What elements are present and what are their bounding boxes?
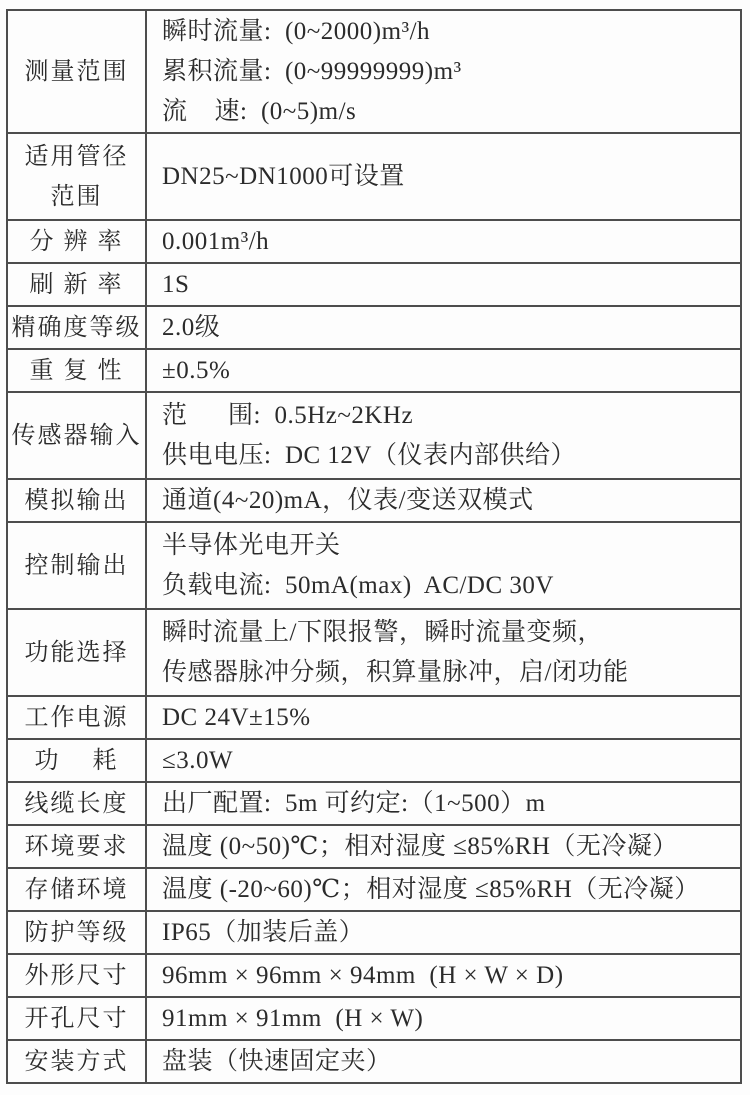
spec-label bbox=[8, 480, 145, 521]
value-line: DN25~DN1000可设置 bbox=[162, 162, 405, 190]
spec-value bbox=[145, 134, 740, 219]
spec-value bbox=[145, 610, 740, 695]
label-line: 刷 新 率 bbox=[29, 271, 124, 298]
spec-value bbox=[145, 783, 740, 824]
spec-label bbox=[8, 134, 145, 219]
value-line: 累积流量: (0~99999999)m³ bbox=[162, 57, 462, 85]
table-row bbox=[8, 348, 740, 391]
table-row bbox=[8, 219, 740, 262]
spec-label bbox=[8, 869, 145, 910]
table-row bbox=[8, 781, 740, 824]
table-row bbox=[8, 521, 740, 608]
table-row bbox=[8, 391, 740, 478]
spec-value bbox=[145, 1041, 740, 1082]
value-line: 温度 (-20~60)℃；相对湿度 ≤85%RH（无冷凝） bbox=[162, 875, 700, 903]
spec-table bbox=[6, 9, 742, 1084]
label-line: 范围 bbox=[50, 183, 103, 210]
table-row bbox=[8, 305, 740, 348]
label-line: 环境要求 bbox=[24, 833, 129, 860]
label-line: 工作电源 bbox=[24, 704, 129, 731]
spec-value bbox=[145, 307, 740, 348]
table-row bbox=[8, 867, 740, 910]
label-line: 外形尺寸 bbox=[24, 962, 129, 989]
spec-label bbox=[8, 523, 145, 608]
value-line: 流 速: (0~5)m/s bbox=[162, 97, 357, 125]
spec-label bbox=[8, 697, 145, 738]
value-line: 1S bbox=[162, 270, 190, 298]
table-row bbox=[8, 608, 740, 695]
value-line: 传感器脉冲分频，积算量脉冲，启/闭功能 bbox=[162, 658, 629, 686]
spec-label bbox=[8, 955, 145, 996]
label-line: 线缆长度 bbox=[24, 790, 129, 817]
label-line: 功能选择 bbox=[24, 639, 129, 666]
table-row bbox=[8, 11, 740, 132]
spec-value bbox=[145, 869, 740, 910]
spec-value bbox=[145, 350, 740, 391]
table-row bbox=[8, 953, 740, 996]
value-line: DC 24V±15% bbox=[162, 703, 311, 731]
label-line: 存储环境 bbox=[24, 876, 129, 903]
spec-label bbox=[8, 783, 145, 824]
value-line: 2.0级 bbox=[162, 313, 221, 341]
table-row bbox=[8, 1039, 740, 1082]
spec-label bbox=[8, 11, 145, 132]
table-row bbox=[8, 738, 740, 781]
value-line: 瞬时流量: (0~2000)m³/h bbox=[162, 17, 431, 45]
label-line: 分 辨 率 bbox=[29, 228, 124, 255]
spec-label bbox=[8, 826, 145, 867]
spec-value bbox=[145, 912, 740, 953]
value-line: 96mm × 96mm × 94mm (H × W × D) bbox=[162, 961, 564, 989]
label-line: 重 复 性 bbox=[29, 357, 124, 384]
label-line: 模拟输出 bbox=[24, 487, 129, 514]
spec-value bbox=[145, 393, 740, 478]
spec-value bbox=[145, 955, 740, 996]
spec-label bbox=[8, 610, 145, 695]
value-line: 半导体光电开关 bbox=[162, 531, 341, 559]
table-row bbox=[8, 262, 740, 305]
spec-label bbox=[8, 350, 145, 391]
spec-value bbox=[145, 221, 740, 262]
label-line: 开孔尺寸 bbox=[24, 1005, 129, 1032]
label-line: 适用管径 bbox=[24, 143, 129, 170]
value-line: 盘装（快速固定夹） bbox=[162, 1047, 392, 1075]
spec-label bbox=[8, 912, 145, 953]
value-line: 通道(4~20)mA，仪表/变送双模式 bbox=[162, 486, 534, 514]
spec-label bbox=[8, 393, 145, 478]
value-line: 温度 (0~50)℃；相对湿度 ≤85%RH（无冷凝） bbox=[162, 832, 678, 860]
spec-label bbox=[8, 740, 145, 781]
spec-value bbox=[145, 826, 740, 867]
value-line: ±0.5% bbox=[162, 356, 231, 384]
value-line: 负载电流: 50mA(max) AC/DC 30V bbox=[162, 571, 554, 599]
value-line: 出厂配置: 5m 可约定:（1~500）m bbox=[162, 789, 546, 817]
table-row bbox=[8, 824, 740, 867]
value-line: 0.001m³/h bbox=[162, 227, 270, 255]
label-line: 功 耗 bbox=[34, 747, 119, 774]
label-line: 防护等级 bbox=[24, 919, 129, 946]
spec-value bbox=[145, 998, 740, 1039]
spec-label bbox=[8, 264, 145, 305]
table-row bbox=[8, 132, 740, 219]
label-line: 测量范围 bbox=[24, 58, 129, 85]
label-line: 控制输出 bbox=[24, 552, 129, 579]
spec-value bbox=[145, 740, 740, 781]
value-line: 瞬时流量上/下限报警，瞬时流量变频， bbox=[162, 618, 603, 646]
value-line: ≤3.0W bbox=[162, 746, 234, 774]
value-line: 供电电压: DC 12V（仪表内部供给） bbox=[162, 441, 576, 469]
spec-value bbox=[145, 11, 740, 132]
spec-value bbox=[145, 264, 740, 305]
spec-value bbox=[145, 697, 740, 738]
spec-value bbox=[145, 480, 740, 521]
value-line: 范 围: 0.5Hz~2KHz bbox=[162, 401, 414, 429]
value-line: 91mm × 91mm (H × W) bbox=[162, 1004, 424, 1032]
spec-value bbox=[145, 523, 740, 608]
table-row bbox=[8, 996, 740, 1039]
spec-label bbox=[8, 1041, 145, 1082]
table-row bbox=[8, 695, 740, 738]
value-line: IP65（加装后盖） bbox=[162, 918, 365, 946]
label-line: 安装方式 bbox=[24, 1048, 129, 1075]
spec-label bbox=[8, 221, 145, 262]
spec-label bbox=[8, 998, 145, 1039]
label-line: 传感器输入 bbox=[11, 422, 142, 449]
table-row bbox=[8, 910, 740, 953]
table-row bbox=[8, 478, 740, 521]
spec-label bbox=[8, 307, 145, 348]
label-line: 精确度等级 bbox=[11, 314, 142, 341]
